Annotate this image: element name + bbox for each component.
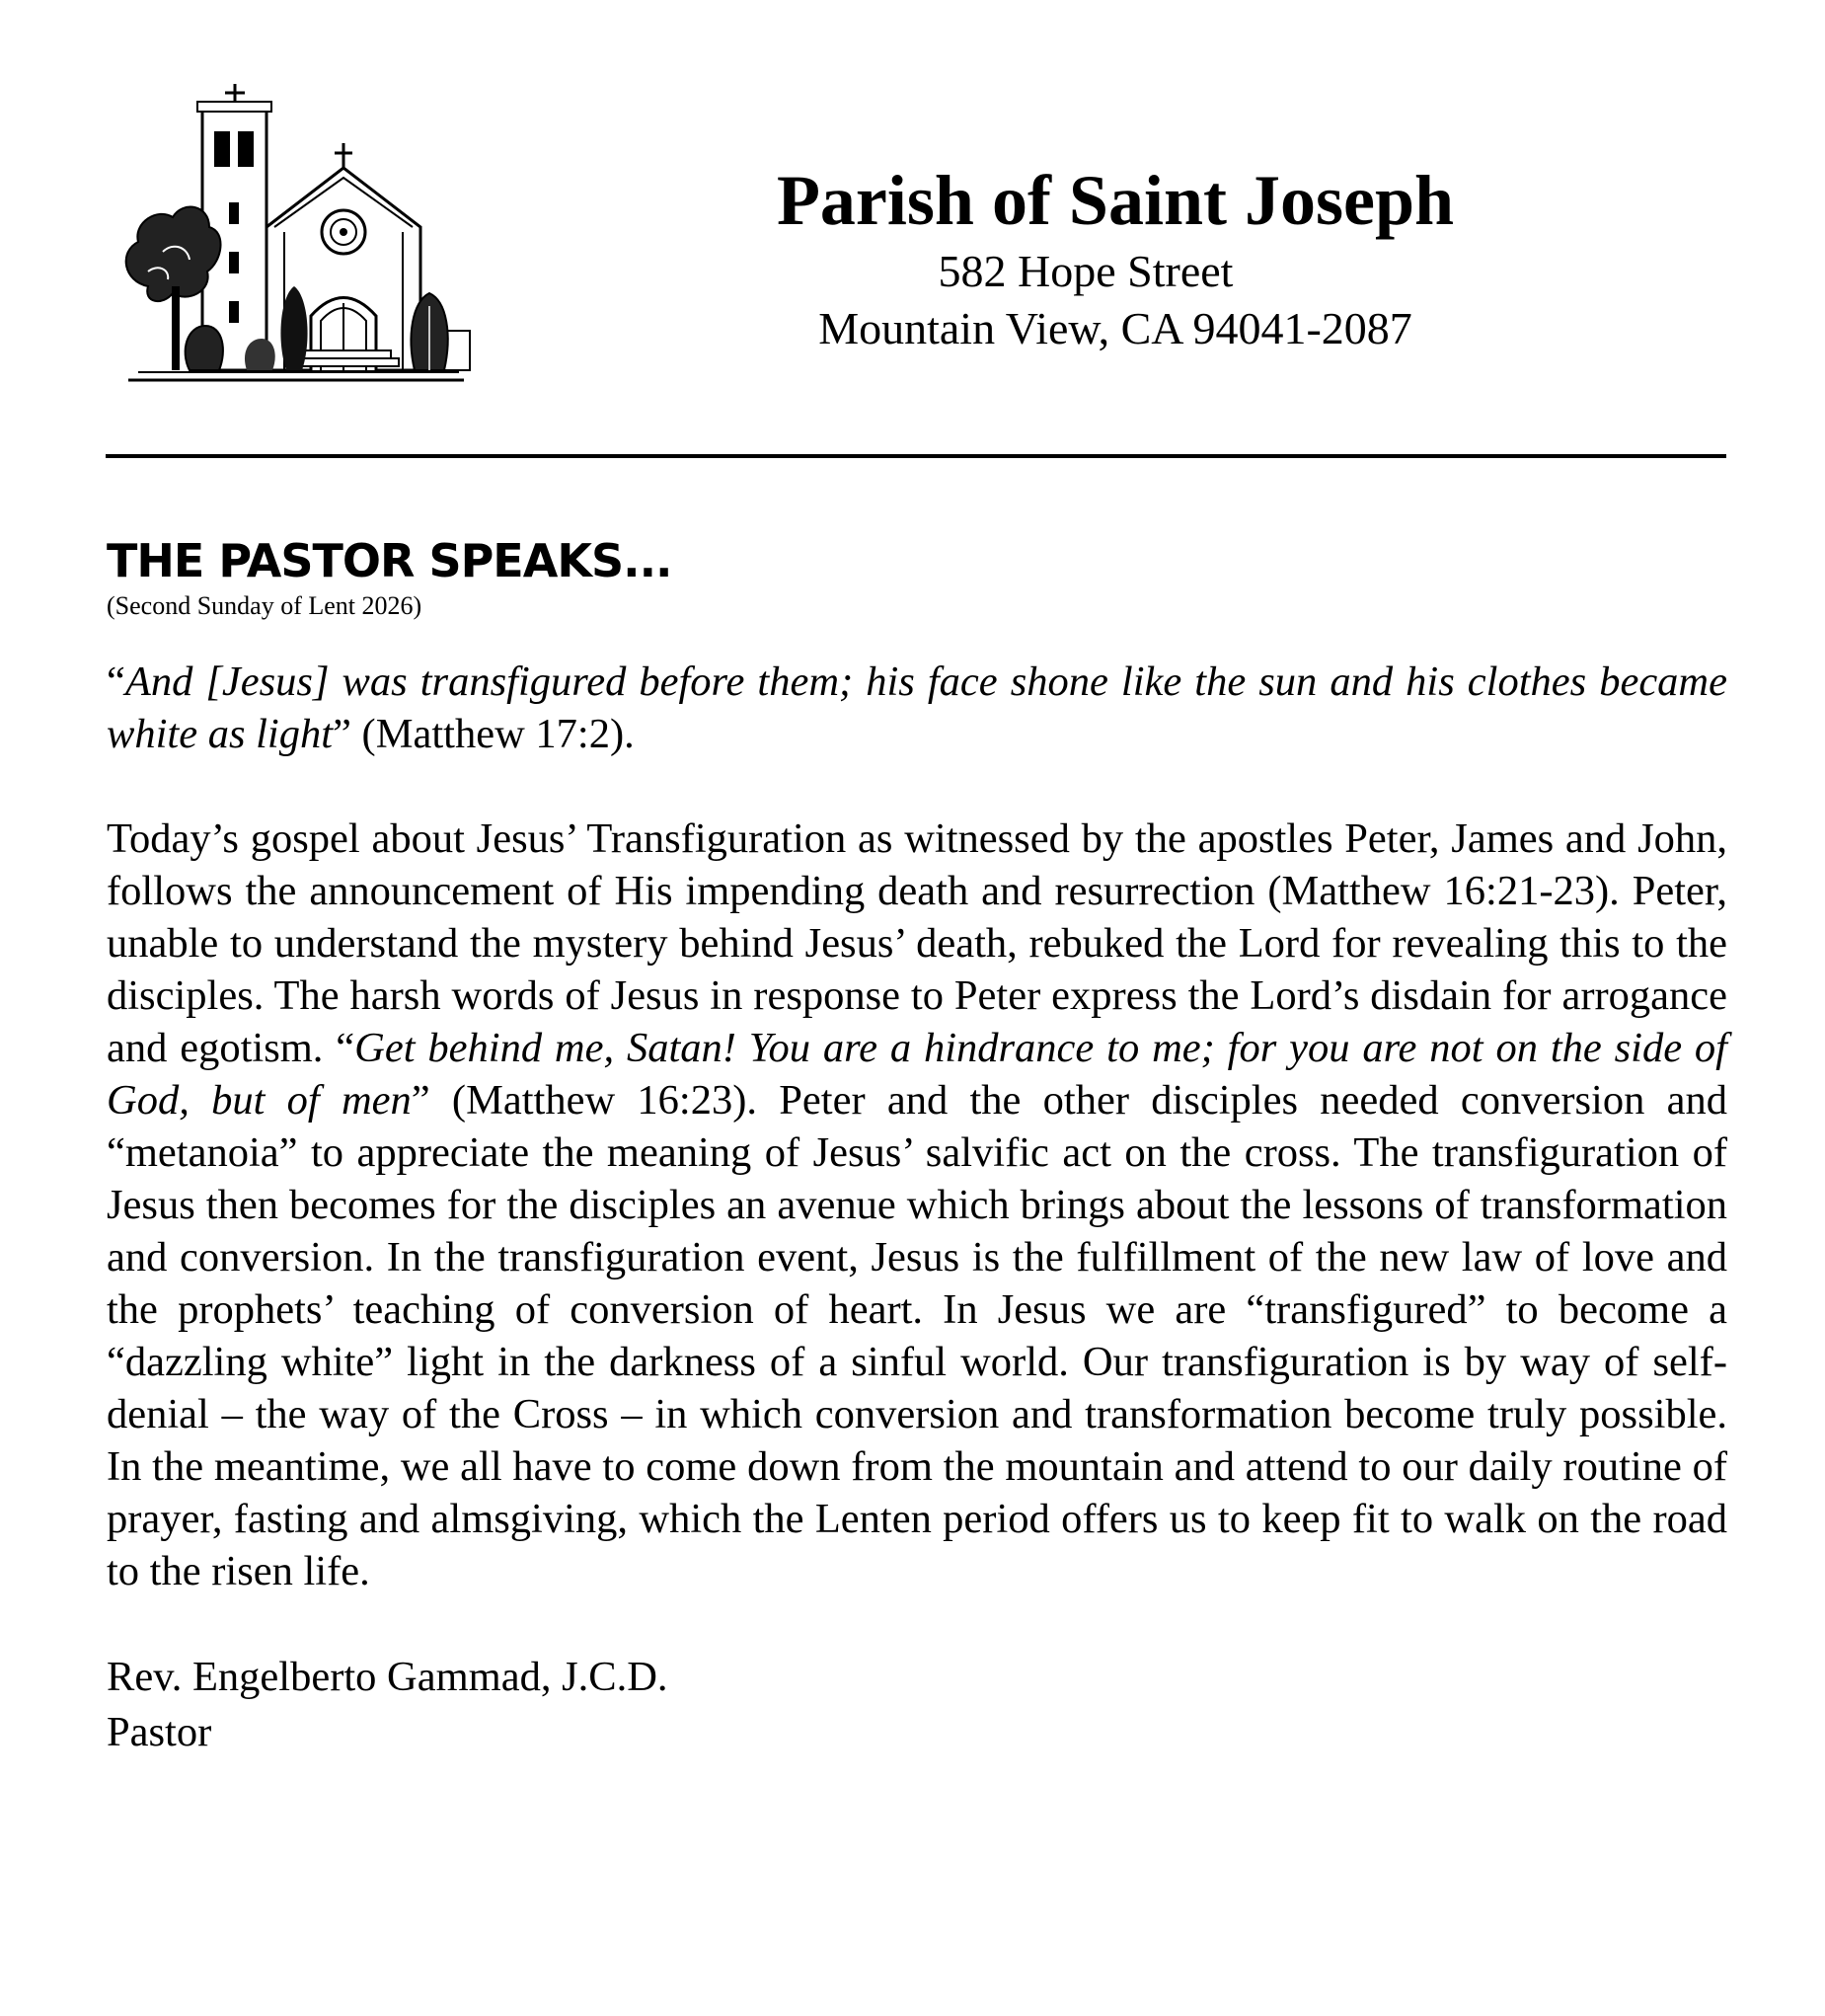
body-inline-quote: Get behind me, Satan! You are a hindrance to me; for you are not on the side of God, but of men	[107, 1025, 1727, 1124]
occasion-subtitle: (Second Sunday of Lent 2026)	[107, 591, 422, 620]
parish-name: Parish of Saint Joseph	[776, 161, 1455, 240]
section-heading: THE PASTOR SPEAKS...	[107, 534, 672, 587]
address-street: 582 Hope Street	[938, 246, 1234, 296]
quote-close-mark: ”	[333, 711, 351, 757]
quote-text: And [Jesus] was transfigured before them; his face shone like the sun and his clothes became white as light	[107, 659, 1727, 757]
parish-header	[691, 158, 1540, 357]
quote-citation: (Matthew 17:2).	[350, 711, 635, 757]
opening-quote	[107, 656, 1727, 760]
article-content	[107, 656, 1727, 1760]
quote-open-mark: “	[107, 659, 125, 705]
body-text-part2: ” (Matthew 16:23). Peter and the other disciples needed conversion and “metanoia” to appreciate the meaning of Jesus’ salvific act on the cross. The transfiguration of Jesus then becomes for the disciples an avenue which brings about the lessons of transformation and conversion. In the transfiguration event, Jesus is the fulfillment of the new law of love and the prophets’ teaching of conversion of heart. In Jesus we are “transfigured” to become a “dazzling white” light in the darkness of a sinful world. Our transfiguration is by way of self-denial – the way of the Cross – in which conversion and transformation become truly possible. In the meantime, we all have to come down from the mountain and attend to our daily routine of prayer, fasting and almsgiving, which the Lenten period offers us to keep fit to walk on the road to the risen life.	[107, 1077, 1727, 1594]
body-paragraph	[107, 813, 1727, 1597]
church-logo	[118, 84, 474, 395]
body-text-part1: Today’s gospel about Jesus’ Transfiguration as witnessed by the apostles Peter, James and John, follows the announcement of His impending death and resurrection (Matthew 16:21-23). Peter, unable to understand the mystery behind Jesus’ death, rebuked the Lord for revealing this to the disciples. The harsh words of Jesus in response to Peter express the Lord’s disdain for arrogance and egotism. “	[107, 815, 1727, 1071]
signature-name: Rev. Engelberto Gammad, J.C.D.	[107, 1654, 668, 1700]
header-divider	[106, 454, 1726, 458]
signature-title: Pastor	[107, 1709, 212, 1755]
address-city: Mountain View, CA 94041-2087	[818, 303, 1412, 353]
